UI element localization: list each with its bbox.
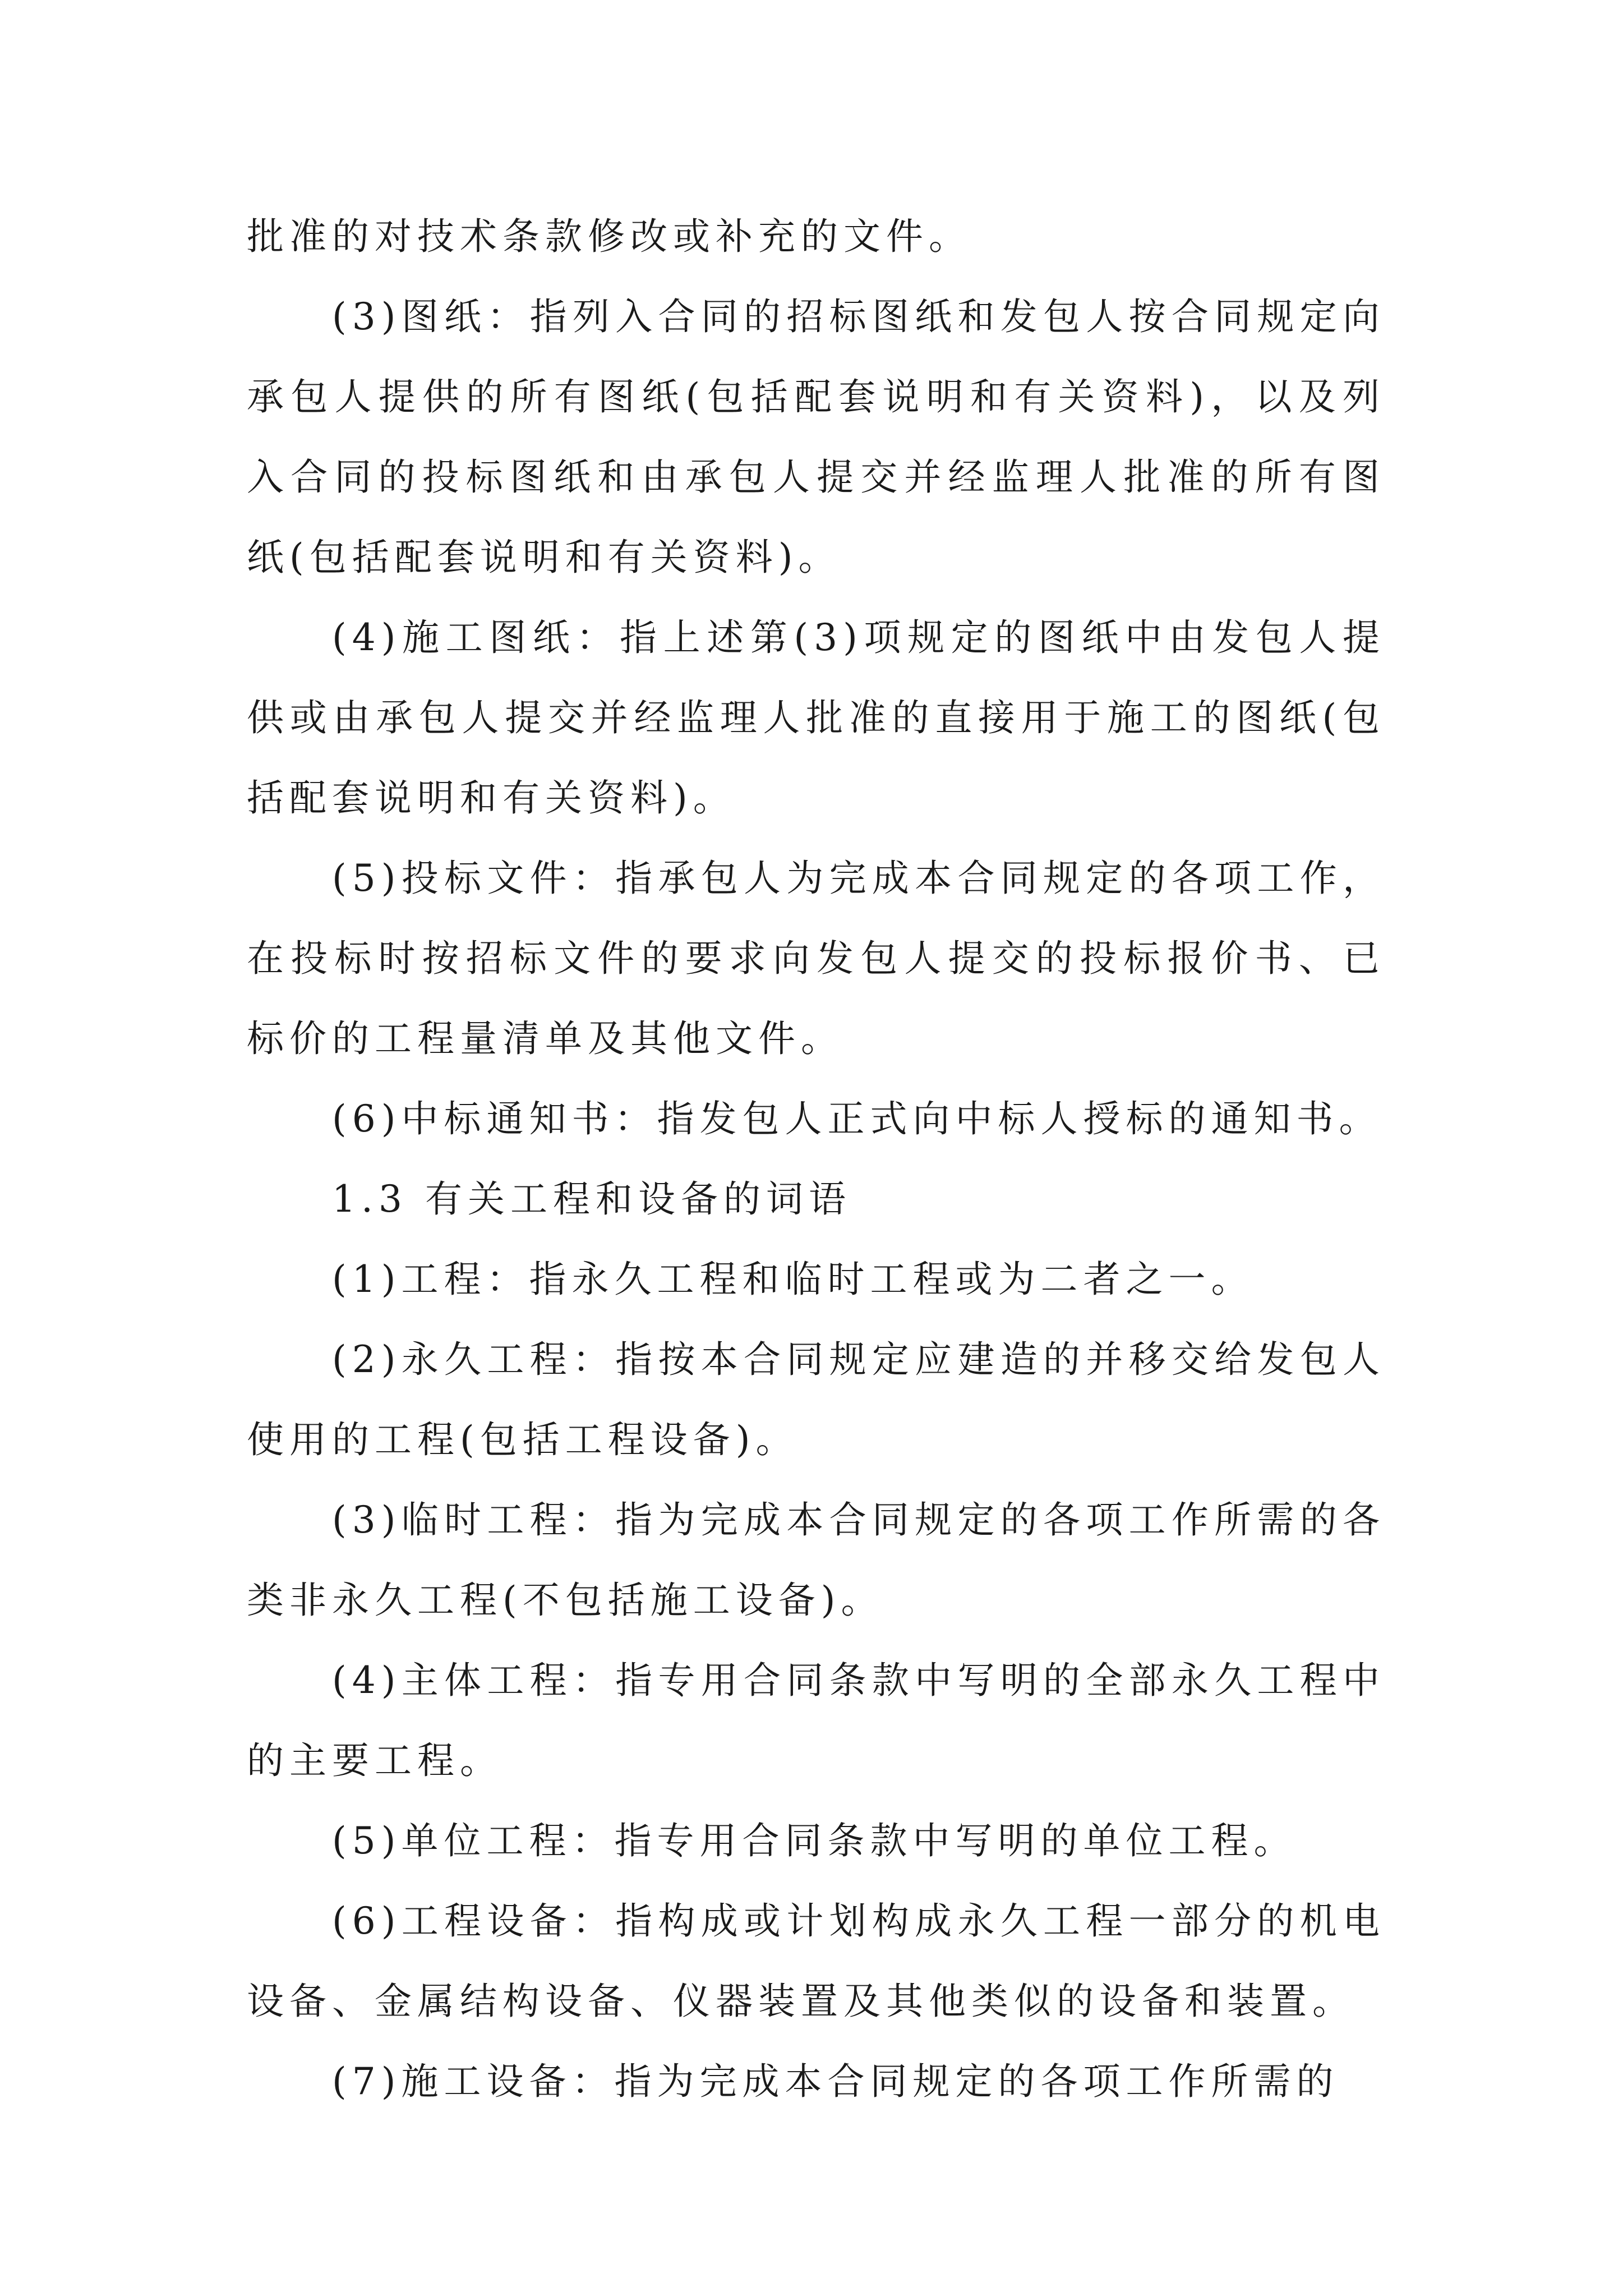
paragraph-permanent-works: (2)永久工程：指按本合同规定应建造的并移交给发包人使用的工程(包括工程设备)。 bbox=[247, 1338, 1385, 1461]
paragraph-main-works: (4)主体工程：指专用合同条款中写明的全部永久工程中的主要工程。 bbox=[247, 1659, 1385, 1782]
paragraph-continuation: 批准的对技术条款修改或补充的文件。 bbox=[247, 215, 971, 258]
section-heading-1-3: 1.3 有关工程和设备的词语 bbox=[332, 1177, 851, 1221]
paragraph-construction-drawings: (4)施工图纸：指上述第(3)项规定的图纸中由发包人提供或由承包人提交并经监理人批准的直接用于施工的图纸(包括配套说明和有关资料)。 bbox=[247, 616, 1385, 820]
paragraph-bid-documents: (5)投标文件：指承包人为完成本合同规定的各项工作，在投标时按招标文件的要求向发包人提交的投标报价书、已标价的工程量清单及其他文件。 bbox=[247, 857, 1385, 1060]
paragraph-engineering-equipment: (6)工程设备：指构成或计划构成永久工程一部分的机电设备、金属结构设备、仪器装置及其他类似的设备和装置。 bbox=[247, 1899, 1385, 2023]
paragraph-works: (1)工程：指永久工程和临时工程或为二者之一。 bbox=[332, 1258, 1254, 1301]
document-body bbox=[247, 196, 1385, 2122]
paragraph-temporary-works: (3)临时工程：指为完成本合同规定的各项工作所需的各类非永久工程(不包括施工设备)。 bbox=[247, 1498, 1385, 1622]
paragraph-award-notice: (6)中标通知书：指发包人正式向中标人授标的通知书。 bbox=[332, 1097, 1382, 1140]
paragraph-unit-works: (5)单位工程：指专用合同条款中写明的单位工程。 bbox=[332, 1819, 1297, 1862]
paragraph-construction-equipment: (7)施工设备：指为完成本合同规定的各项工作所需的 bbox=[332, 2060, 1339, 2103]
paragraph-drawings: (3)图纸：指列入合同的招标图纸和发包人按合同规定向承包人提供的所有图纸(包括配套说明和有关资料)，以及列入合同的投标图纸和由承包人提交并经监理人批准的所有图纸(包括配套说明和有关资料)。 bbox=[247, 295, 1385, 579]
